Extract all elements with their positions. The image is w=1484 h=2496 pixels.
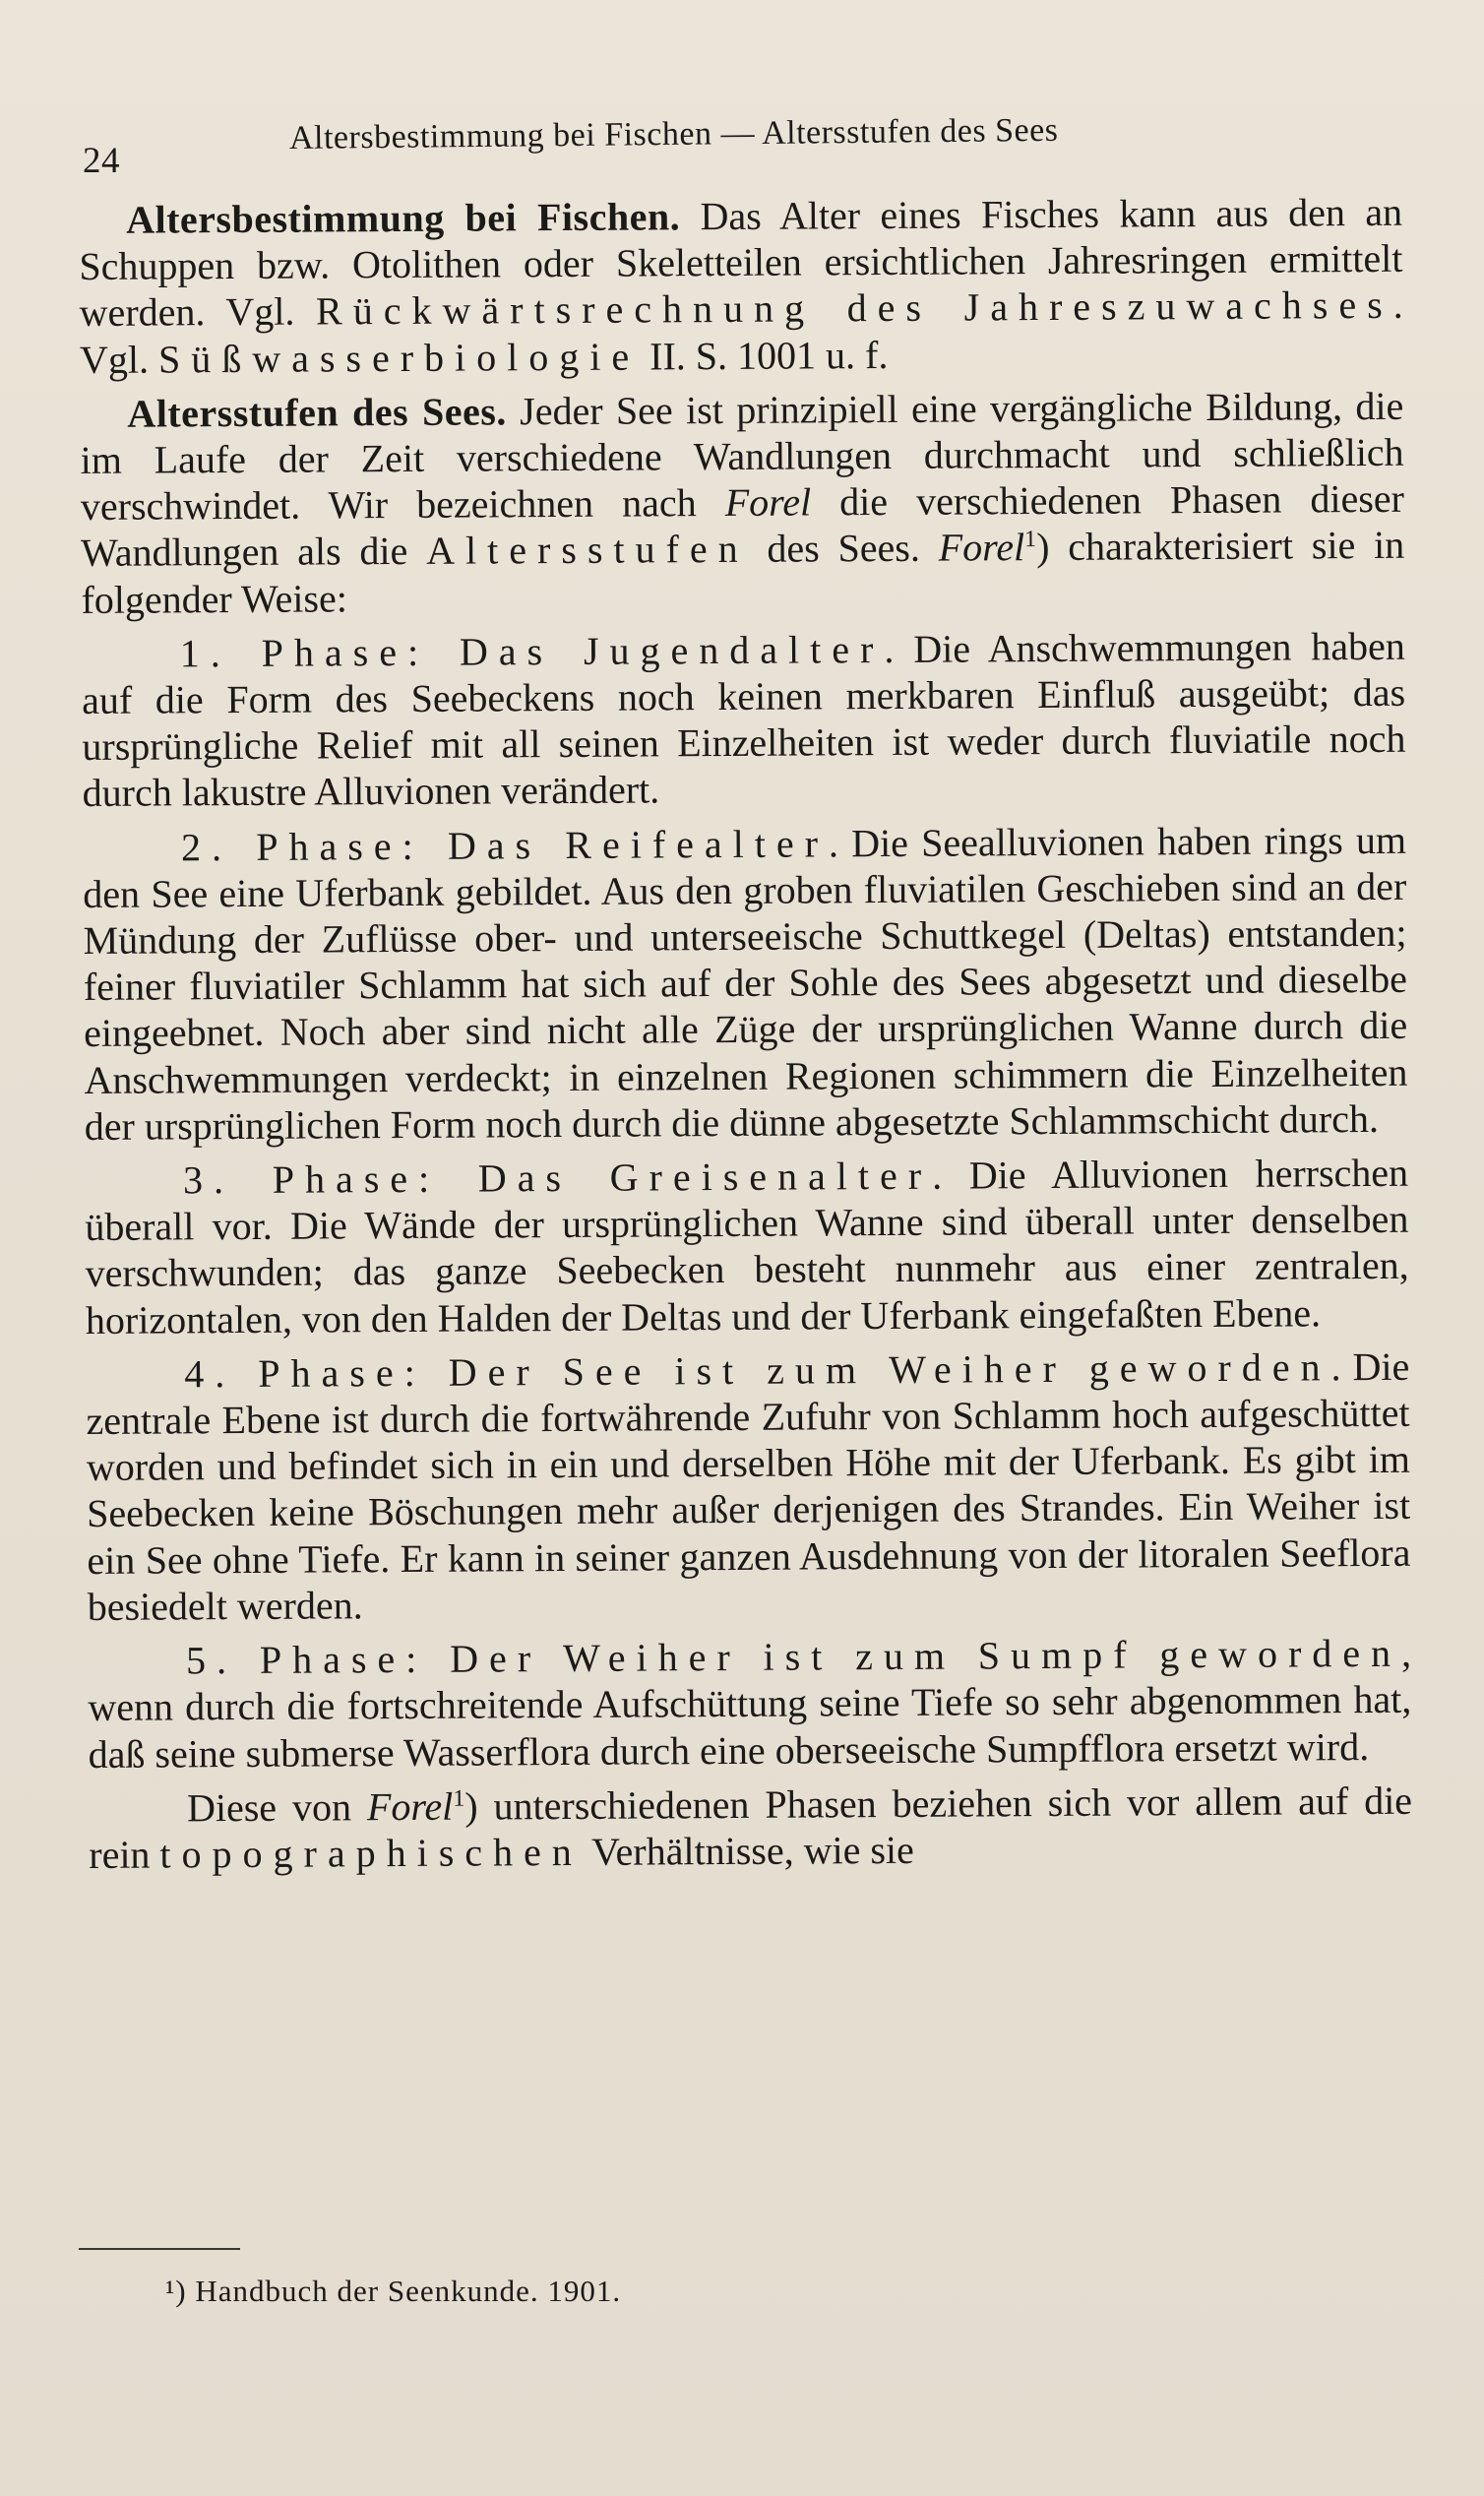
phase-paragraph-4 [86,1343,1411,1630]
footnote: ¹) Handbuch der Seenkunde. 1901. [165,2274,622,2308]
phase-text: , wenn durch die fortschreitende Aufschüttung seine Tiefe so sehr abgenommen hat, daß seine submerse Wasserflora durch eine oberseeische Sumpfflora ersetzt wird. [88,1630,1412,1777]
phase-paragraph-1 [82,623,1406,817]
footnote-marker: 1 [1023,527,1037,553]
phase-label: 3. Phase: Das Greisenalter [182,1153,933,1203]
running-title: Altersbestimmung bei Fischen — Altersstufen des Sees [288,111,1059,156]
phase-paragraph-2 [83,816,1408,1150]
page-number: 24 [83,141,120,181]
body-text [79,189,1412,1886]
author-name: Forel [938,525,1025,571]
phase-label: 5. Phase: Der Weiher ist zum Sumpf geworden [185,1630,1402,1683]
emphasized-term: topographischen [159,1829,583,1877]
phase-label: 2. Phase: Das Reifealter [180,820,830,870]
closing-text: Verhältnisse, wie sie [582,1827,914,1874]
entry-altersstufen [80,383,1404,623]
entry-text: . Vgl. [79,282,1403,382]
closing-paragraph [89,1777,1413,1878]
cross-reference: Süßwasserbiologie [157,334,641,382]
cross-reference: Rückwärtsrechnung des Jahreszuwachses [315,282,1393,334]
entry-text: ) charakterisiert sie in folgender Weise: [81,523,1405,622]
phase-text: . Die Seealluvionen haben rings um den See eine Uferbank gebildet. Aus den groben fluviatilen Geschieben sind an der Mündung der Zuflüsse ober- und unterseeische Schuttkegel (Deltas) entstanden; feiner fluviatiler Schlamm hat sich auf der Sohle des Sees abgesetzt und dieselbe eingeebnet. Noch aber sind nicht alle Züge der ursprünglichen Wanne durch die Anschwemmungen verdeckt; in einzelnen Regionen schimmern die Einzelheiten der ursprünglichen Form noch durch die dünne abgesetzte Schlammschicht durch. [83,817,1408,1149]
phase-text: . Die zentrale Ebene ist durch die fortwährende Zufuhr von Schlamm hoch aufgeschüttet worden und befindet sich in ein und derselben Höhe mit der Uferbank. Es gibt im Seebecken keine Böschungen mehr außer derjenigen des Strandes. Ein Weiher ist ein See ohne Tiefe. Er kann in seiner ganzen Ausdehnung von der litoralen Seeflora besiedelt werden. [86,1343,1411,1629]
author-name: Forel [366,1783,454,1829]
defined-term: Altersstufen [425,527,749,574]
phase-label: 1. Phase: Das Jugendalter [179,626,885,676]
footnote-marker: 1 [453,1785,465,1812]
running-head [83,111,1401,181]
closing-text: ) unterschiedenen Phasen beziehen sich vor allem auf die rein [89,1778,1413,1877]
phase-label: 4. Phase: Der See ist zum Weiher geworden [184,1344,1331,1397]
phase-text: . Die Anschwemmungen haben auf die Form des Seebeckens noch keinen merkbaren Einfluß ausgeübt; das ursprüngliche Relief mit all seinen Einzelheiten ist weder durch fluviatile noch durch lakustre Alluvionen verändert. [81,623,1406,816]
entry-text: II. S. 1001 u. f. [640,332,889,379]
phase-text: . Die Alluvionen herrschen überall vor. Die Wände der ursprünglichen Wanne sind überall unter denselben verschwunden; das ganze Seebecken besteht nunmehr aus einer zentralen, horizontalen, von den Halden der Deltas und der Uferbank eingefaßten Ebene. [85,1150,1409,1342]
entry-text: Jeder See ist prinzipiell eine vergängliche Bildung, die im Laufe der Zeit verschiedene Wandlungen durchmacht und schließlich verschwindet. Wir bezeichnen nach [80,383,1404,530]
entry-heading: Altersstufen des Sees. [127,389,507,436]
entry-text: des Sees. [748,526,939,572]
entry-altersbestimmung [79,189,1403,383]
author-name: Forel [724,479,812,526]
phase-paragraph-3 [85,1150,1409,1343]
phase-paragraph-5 [88,1630,1412,1778]
footnote-rule [79,2248,240,2250]
closing-text: Diese von [186,1783,368,1831]
entry-text: die verschiedenen Phasen dieser Wandlungen als die [81,475,1405,576]
entry-heading: Altersbestimmung bei Fischen. [126,194,681,242]
entry-text: Das Alter eines Fisches kann aus den an Schuppen bzw. Otolithen oder Skeletteilen ersichtlichen Jahresringen ermittelt werden. Vgl. [79,189,1403,336]
